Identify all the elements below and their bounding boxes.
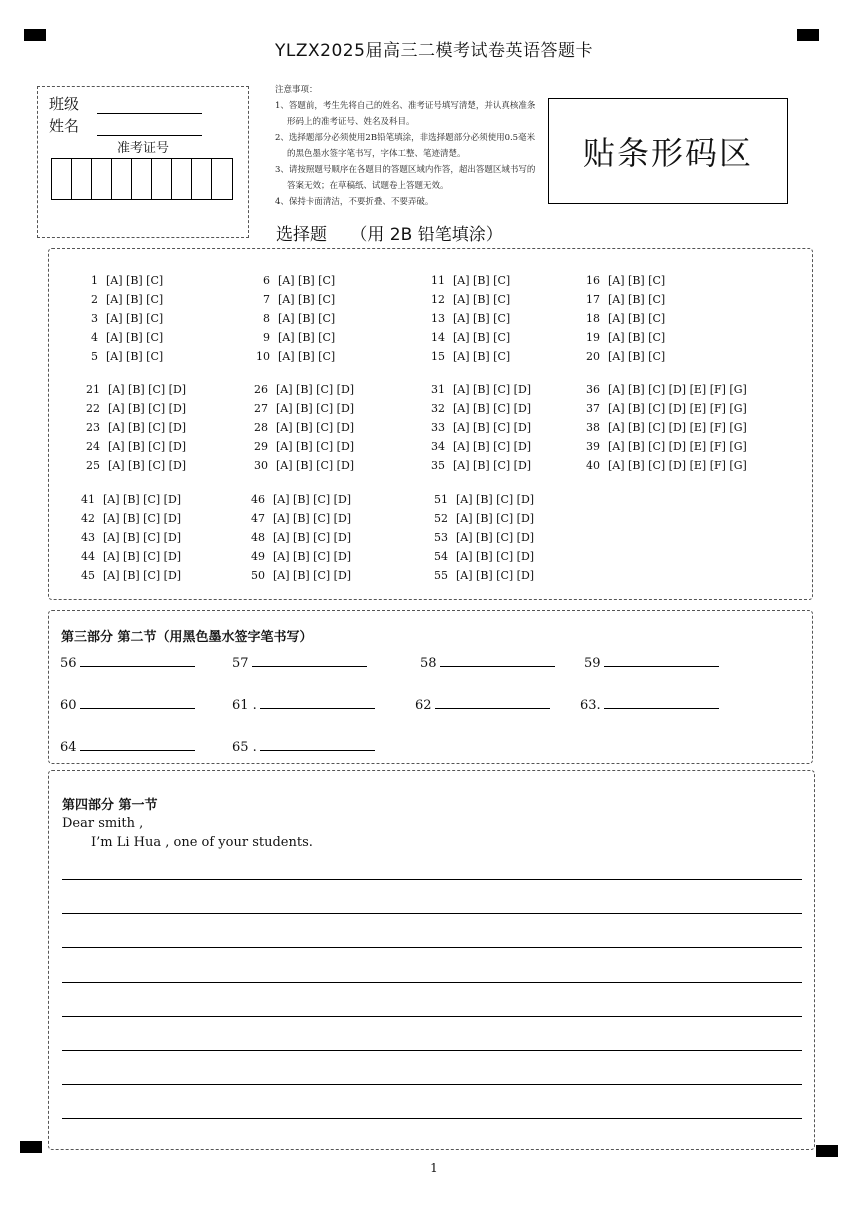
- choice-number: 48: [251, 531, 265, 544]
- choice-number: 11: [431, 274, 445, 287]
- writing-line[interactable]: [62, 982, 802, 983]
- choice-options[interactable]: [A] [B] [C]: [278, 312, 336, 325]
- choice-number: 50: [251, 569, 265, 582]
- answer-blank[interactable]: [584, 654, 719, 671]
- student-info-box: [37, 86, 249, 238]
- registration-mark-bottom-right: [816, 1145, 838, 1157]
- choice-item[interactable]: [425, 293, 510, 306]
- choice-options[interactable]: [A] [B] [C]: [106, 312, 164, 325]
- choice-options[interactable]: [A] [B] [C] [D]: [453, 402, 532, 415]
- choice-number: 31: [431, 383, 445, 396]
- choice-options[interactable]: [A] [B] [C]: [453, 331, 511, 344]
- part3-heading: 第三部分 第二节（用黑色墨水签字笔书写）: [61, 630, 313, 645]
- choice-item[interactable]: [580, 293, 665, 306]
- choice-number: 23: [86, 421, 100, 434]
- blank-line[interactable]: [80, 696, 195, 709]
- choice-options[interactable]: [A] [B] [C] [D]: [108, 402, 187, 415]
- answer-blank[interactable]: [415, 696, 550, 713]
- choice-number: 35: [431, 459, 445, 472]
- choice-number: 36: [586, 383, 600, 396]
- choice-number: 8: [263, 312, 270, 325]
- choice-options[interactable]: [A] [B] [C] [D]: [103, 512, 182, 525]
- blank-line[interactable]: [80, 654, 195, 667]
- blank-number: 65 .: [232, 740, 257, 755]
- blank-number: 61 .: [232, 698, 257, 713]
- choice-item[interactable]: [80, 421, 186, 434]
- choice-number: 28: [254, 421, 268, 434]
- choice-number: 32: [431, 402, 445, 415]
- choice-number: 49: [251, 550, 265, 563]
- choice-options[interactable]: [A] [B] [C] [D]: [276, 383, 355, 396]
- choice-number: 10: [256, 350, 270, 363]
- letter-salutation: Dear smith ,: [62, 816, 144, 831]
- choice-item[interactable]: [80, 440, 186, 453]
- choice-item[interactable]: [80, 459, 186, 472]
- choice-item[interactable]: [80, 402, 186, 415]
- writing-line[interactable]: [62, 1050, 802, 1051]
- part4-panel: [48, 770, 815, 1150]
- choice-options[interactable]: [A] [B] [C] [D]: [453, 383, 532, 396]
- choice-item[interactable]: [580, 440, 747, 453]
- part4-heading: 第四部分 第一节: [62, 798, 158, 813]
- choice-options[interactable]: [A] [B] [C] [D] [E] [F] [G]: [608, 383, 747, 396]
- choice-number: 7: [263, 293, 270, 306]
- choice-number: 41: [81, 493, 95, 506]
- choice-item[interactable]: [250, 293, 335, 306]
- page-number: 1: [430, 1161, 438, 1175]
- choice-number: 46: [251, 493, 265, 506]
- name-line[interactable]: [97, 121, 202, 136]
- exam-number-cell[interactable]: [172, 159, 192, 199]
- note-item: 1、答题前，考生先将自己的姓名、准考证号填写清楚，并认真核准条形码上的准考证号、姓名及科目。: [275, 101, 536, 127]
- choice-number: 6: [263, 274, 270, 287]
- blank-line[interactable]: [260, 696, 375, 709]
- answer-blank[interactable]: [420, 654, 555, 671]
- choice-number: 17: [586, 293, 600, 306]
- choice-number: 14: [431, 331, 445, 344]
- choice-options[interactable]: [A] [B] [C]: [453, 350, 511, 363]
- choice-options[interactable]: [A] [B] [C] [D]: [276, 421, 355, 434]
- choice-options[interactable]: [A] [B] [C] [D]: [273, 512, 352, 525]
- barcode-label: 贴条形码区: [582, 134, 753, 172]
- choice-options[interactable]: [A] [B] [C] [D]: [276, 440, 355, 453]
- choice-item[interactable]: [248, 440, 354, 453]
- choice-number: 2: [91, 293, 98, 306]
- blank-line[interactable]: [80, 738, 195, 751]
- choice-number: 45: [81, 569, 95, 582]
- choice-item[interactable]: [78, 293, 163, 306]
- choice-options[interactable]: [A] [B] [C] [D]: [456, 493, 535, 506]
- choice-number: 15: [431, 350, 445, 363]
- registration-mark-bottom-left: [20, 1141, 42, 1153]
- choice-options[interactable]: [A] [B] [C] [D]: [273, 493, 352, 506]
- letter-opening: I’m Li Hua , one of your students.: [91, 835, 313, 850]
- choice-number: 53: [434, 531, 448, 544]
- choice-options[interactable]: [A] [B] [C]: [278, 293, 336, 306]
- choice-options[interactable]: [A] [B] [C] [D]: [276, 402, 355, 415]
- exam-number-cell[interactable]: [52, 159, 72, 199]
- choice-item[interactable]: [580, 421, 747, 434]
- writing-line[interactable]: [62, 879, 802, 880]
- choice-options[interactable]: [A] [B] [C] [D]: [456, 550, 535, 563]
- choice-number: 13: [431, 312, 445, 325]
- choice-item[interactable]: [245, 569, 351, 582]
- choice-options[interactable]: [A] [B] [C] [D] [E] [F] [G]: [608, 459, 747, 472]
- choice-item[interactable]: [75, 512, 181, 525]
- choice-item[interactable]: [580, 350, 665, 363]
- choice-item[interactable]: [245, 493, 351, 506]
- choice-number: 40: [586, 459, 600, 472]
- choice-options[interactable]: [A] [B] [C]: [278, 350, 336, 363]
- answer-blank[interactable]: [580, 696, 719, 713]
- choice-number: 55: [434, 569, 448, 582]
- choice-options[interactable]: [A] [B] [C] [D] [E] [F] [G]: [608, 440, 747, 453]
- choice-options[interactable]: [A] [B] [C]: [608, 331, 666, 344]
- choice-number: 20: [586, 350, 600, 363]
- choice-number: 29: [254, 440, 268, 453]
- answer-blank[interactable]: [60, 738, 195, 755]
- choice-item[interactable]: [78, 312, 163, 325]
- blank-number: 60: [60, 698, 77, 713]
- choice-options[interactable]: [A] [B] [C]: [453, 274, 511, 287]
- choice-options[interactable]: [A] [B] [C] [D]: [453, 421, 532, 434]
- writing-line[interactable]: [62, 1118, 802, 1119]
- blank-line[interactable]: [435, 696, 550, 709]
- choice-number: 51: [434, 493, 448, 506]
- choice-item[interactable]: [425, 459, 531, 472]
- choice-item[interactable]: [580, 312, 665, 325]
- choice-options[interactable]: [A] [B] [C] [D]: [103, 569, 182, 582]
- writing-line[interactable]: [62, 1084, 802, 1085]
- choice-options[interactable]: [A] [B] [C] [D]: [276, 459, 355, 472]
- choice-number: 25: [86, 459, 100, 472]
- choice-item[interactable]: [425, 421, 531, 434]
- choice-options[interactable]: [A] [B] [C]: [453, 293, 511, 306]
- answer-blank[interactable]: [60, 654, 195, 671]
- choice-item[interactable]: [580, 383, 747, 396]
- choice-options[interactable]: [A] [B] [C] [D]: [456, 569, 535, 582]
- blank-number: 64: [60, 740, 77, 755]
- choice-number: 37: [586, 402, 600, 415]
- choice-options[interactable]: [A] [B] [C] [D]: [103, 550, 182, 563]
- choice-number: 44: [81, 550, 95, 563]
- choice-item[interactable]: [78, 274, 163, 287]
- choice-options[interactable]: [A] [B] [C] [D]: [273, 550, 352, 563]
- class-label: 班级: [49, 95, 80, 113]
- choice-number: 12: [431, 293, 445, 306]
- exam-number-cell[interactable]: [192, 159, 212, 199]
- choice-options[interactable]: [A] [B] [C] [D]: [108, 440, 187, 453]
- choice-item[interactable]: [245, 512, 351, 525]
- choice-item[interactable]: [250, 331, 335, 344]
- choice-number: 42: [81, 512, 95, 525]
- exam-number-cell[interactable]: [212, 159, 232, 199]
- choice-options[interactable]: [A] [B] [C]: [608, 312, 666, 325]
- choice-item[interactable]: [428, 550, 534, 563]
- answer-blank[interactable]: [232, 654, 367, 671]
- exam-number-cell[interactable]: [152, 159, 172, 199]
- choice-options[interactable]: [A] [B] [C] [D]: [453, 459, 532, 472]
- choice-item[interactable]: [425, 440, 531, 453]
- choice-number: 22: [86, 402, 100, 415]
- barcode-area: [548, 98, 788, 204]
- choice-item[interactable]: [80, 383, 186, 396]
- name-field[interactable]: [49, 115, 202, 136]
- choice-options[interactable]: [A] [B] [C] [D]: [453, 440, 532, 453]
- choice-item[interactable]: [248, 459, 354, 472]
- choice-number: 30: [254, 459, 268, 472]
- choice-number: 24: [86, 440, 100, 453]
- exam-number-cell[interactable]: [112, 159, 132, 199]
- choice-options[interactable]: [A] [B] [C]: [453, 312, 511, 325]
- choice-options[interactable]: [A] [B] [C]: [278, 331, 336, 344]
- choice-number: 21: [86, 383, 100, 396]
- choice-number: 38: [586, 421, 600, 434]
- choice-section-heading: [276, 220, 503, 245]
- choice-item[interactable]: [580, 459, 747, 472]
- choice-item[interactable]: [75, 569, 181, 582]
- choice-item[interactable]: [248, 421, 354, 434]
- choice-item[interactable]: [248, 383, 354, 396]
- blank-line[interactable]: [604, 696, 719, 709]
- choice-number: 19: [586, 331, 600, 344]
- choice-item[interactable]: [245, 531, 351, 544]
- choice-item[interactable]: [250, 350, 335, 363]
- class-line[interactable]: [97, 99, 202, 114]
- choice-number: 18: [586, 312, 600, 325]
- blank-line[interactable]: [260, 738, 375, 751]
- choice-item[interactable]: [248, 402, 354, 415]
- choice-number: 4: [91, 331, 98, 344]
- notes-section: [275, 82, 540, 210]
- exam-number-grid[interactable]: [51, 158, 233, 200]
- note-item: 4、保持卡面清洁，不要折叠、不要弄破。: [275, 197, 434, 207]
- choice-number: 1: [91, 274, 98, 287]
- choice-item[interactable]: [425, 274, 510, 287]
- choice-options[interactable]: [A] [B] [C] [D]: [273, 531, 352, 544]
- choice-item[interactable]: [425, 383, 531, 396]
- choice-item[interactable]: [425, 350, 510, 363]
- choice-options[interactable]: [A] [B] [C]: [608, 350, 666, 363]
- choice-item[interactable]: [425, 402, 531, 415]
- choice-options[interactable]: [A] [B] [C]: [106, 274, 164, 287]
- choice-item[interactable]: [250, 312, 335, 325]
- blank-number: 63.: [580, 698, 601, 713]
- notes-title: 注意事项：: [275, 85, 318, 95]
- writing-line[interactable]: [62, 947, 802, 948]
- choice-options[interactable]: [A] [B] [C] [D]: [108, 421, 187, 434]
- choice-item[interactable]: [428, 569, 534, 582]
- choice-number: 9: [263, 331, 270, 344]
- blank-line[interactable]: [440, 654, 555, 667]
- answer-blank[interactable]: [232, 738, 375, 755]
- exam-number-cell[interactable]: [132, 159, 152, 199]
- choice-options[interactable]: [A] [B] [C] [D] [E] [F] [G]: [608, 402, 747, 415]
- choice-item[interactable]: [428, 493, 534, 506]
- writing-line[interactable]: [62, 913, 802, 914]
- choice-options[interactable]: [A] [B] [C] [D]: [103, 531, 182, 544]
- choice-item[interactable]: [75, 493, 181, 506]
- choice-item[interactable]: [75, 531, 181, 544]
- exam-number-label: 准考证号: [116, 141, 169, 156]
- answer-blank[interactable]: [60, 696, 195, 713]
- choice-number: 34: [431, 440, 445, 453]
- choice-number: 54: [434, 550, 448, 563]
- choice-options[interactable]: [A] [B] [C] [D]: [108, 383, 187, 396]
- choice-item[interactable]: [580, 274, 665, 287]
- choice-number: 47: [251, 512, 265, 525]
- choice-number: 33: [431, 421, 445, 434]
- choice-options[interactable]: [A] [B] [C]: [106, 350, 164, 363]
- choice-item[interactable]: [78, 350, 163, 363]
- choice-item[interactable]: [580, 331, 665, 344]
- note-item: 3、请按照题号顺序在各题目的答题区域内作答，超出答题区域书写的答案无效；在草稿纸、试题卷上答题无效。: [275, 165, 536, 191]
- choice-item[interactable]: [580, 402, 747, 415]
- choice-options[interactable]: [A] [B] [C] [D]: [103, 493, 182, 506]
- choice-number: 16: [586, 274, 600, 287]
- choice-item[interactable]: [425, 331, 510, 344]
- choice-options[interactable]: [A] [B] [C]: [608, 274, 666, 287]
- blank-number: 57: [232, 656, 249, 671]
- blank-line[interactable]: [252, 654, 367, 667]
- blank-number: 56: [60, 656, 77, 671]
- blank-line[interactable]: [604, 654, 719, 667]
- choice-number: 43: [81, 531, 95, 544]
- answer-blank[interactable]: [232, 696, 375, 713]
- choice-options[interactable]: [A] [B] [C] [D]: [273, 569, 352, 582]
- choice-options[interactable]: [A] [B] [C] [D]: [456, 512, 535, 525]
- blank-number: 59: [584, 656, 601, 671]
- choice-heading-title: 选择题: [276, 225, 327, 245]
- exam-number-cell[interactable]: [92, 159, 112, 199]
- choice-heading-note: （用 2B 铅笔填涂）: [350, 225, 503, 245]
- choice-options[interactable]: [A] [B] [C]: [608, 293, 666, 306]
- choice-number: 27: [254, 402, 268, 415]
- blank-number: 62: [415, 698, 432, 713]
- page-title: YLZX2025届高三二模考试卷英语答题卡: [275, 41, 593, 61]
- choice-options[interactable]: [A] [B] [C]: [278, 274, 336, 287]
- choice-number: 26: [254, 383, 268, 396]
- choice-options[interactable]: [A] [B] [C] [D]: [108, 459, 187, 472]
- exam-number-cell[interactable]: [72, 159, 92, 199]
- note-item: 2、选择题部分必须使用2B铅笔填涂，非选择题部分必须使用0.5毫米的黑色墨水签字笔书写，字体工整、笔迹清楚。: [275, 133, 536, 159]
- choice-item[interactable]: [245, 550, 351, 563]
- blank-number: 58: [420, 656, 437, 671]
- choice-options[interactable]: [A] [B] [C] [D] [E] [F] [G]: [608, 421, 747, 434]
- choice-item[interactable]: [250, 274, 335, 287]
- choice-number: 39: [586, 440, 600, 453]
- choice-item[interactable]: [78, 331, 163, 344]
- choice-item[interactable]: [428, 531, 534, 544]
- choice-item[interactable]: [75, 550, 181, 563]
- choice-number: 52: [434, 512, 448, 525]
- choice-item[interactable]: [428, 512, 534, 525]
- choice-options[interactable]: [A] [B] [C]: [106, 293, 164, 306]
- writing-line[interactable]: [62, 1016, 802, 1017]
- name-label: 姓名: [49, 117, 80, 135]
- class-field[interactable]: [49, 93, 202, 114]
- choice-item[interactable]: [425, 312, 510, 325]
- choice-number: 5: [91, 350, 98, 363]
- choice-options[interactable]: [A] [B] [C]: [106, 331, 164, 344]
- choice-options[interactable]: [A] [B] [C] [D]: [456, 531, 535, 544]
- choice-number: 3: [91, 312, 98, 325]
